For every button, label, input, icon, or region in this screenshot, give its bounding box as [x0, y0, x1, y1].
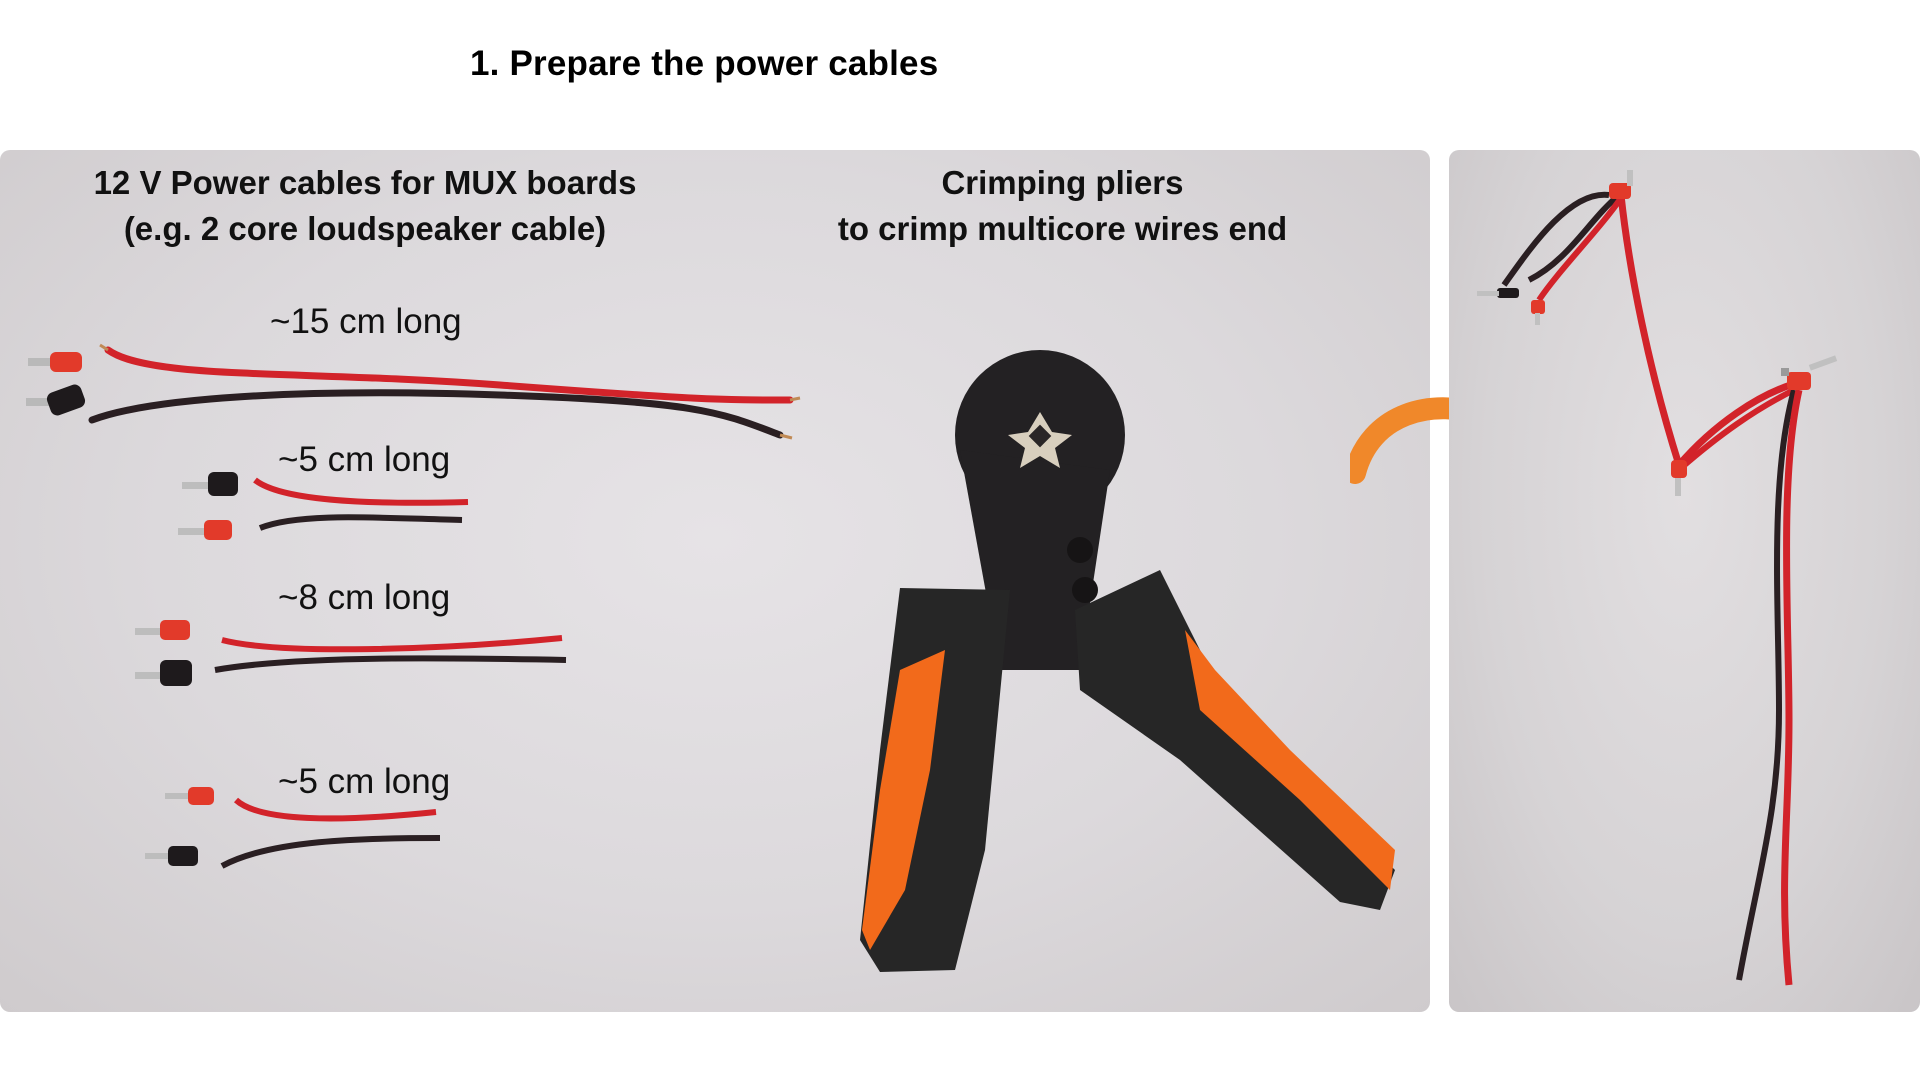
pliers-heading-line2: to crimp multicore wires end — [837, 210, 1288, 247]
cable-label-5cm-b: ~5 cm long — [278, 762, 451, 801]
assembled-cables-illustration — [1449, 150, 1920, 1012]
ferrules-5cm-b — [145, 787, 214, 866]
cable-label-5cm-a: ~5 cm long — [278, 440, 451, 479]
cable-5cm-a — [255, 480, 468, 528]
pliers-heading-line1: Crimping pliers — [941, 164, 1184, 201]
cable-label-15cm: ~15 cm long — [270, 302, 462, 341]
cables-and-pliers-photo — [0, 150, 1430, 1012]
cables-heading-line1: 12 V Power cables for MUX boards — [93, 164, 637, 201]
cable-8cm — [215, 638, 566, 670]
ferrules-5cm-a — [178, 472, 238, 540]
ferrules-8cm — [135, 620, 192, 686]
cable-label-8cm: ~8 cm long — [278, 578, 451, 617]
crimping-pliers — [860, 350, 1395, 972]
cable-5cm-b — [222, 800, 440, 866]
cable-15cm — [92, 345, 800, 438]
page-title: 1. Prepare the power cables — [470, 44, 939, 83]
photo-illustration — [0, 150, 1430, 1012]
assembled-cables-photo — [1449, 150, 1920, 1012]
cables-heading — [60, 160, 670, 252]
cables-heading-line2: (e.g. 2 core loudspeaker cable) — [123, 210, 607, 247]
pliers-heading — [800, 160, 1325, 252]
ferrules-15cm — [26, 352, 87, 417]
assembled-cable — [1504, 195, 1809, 985]
